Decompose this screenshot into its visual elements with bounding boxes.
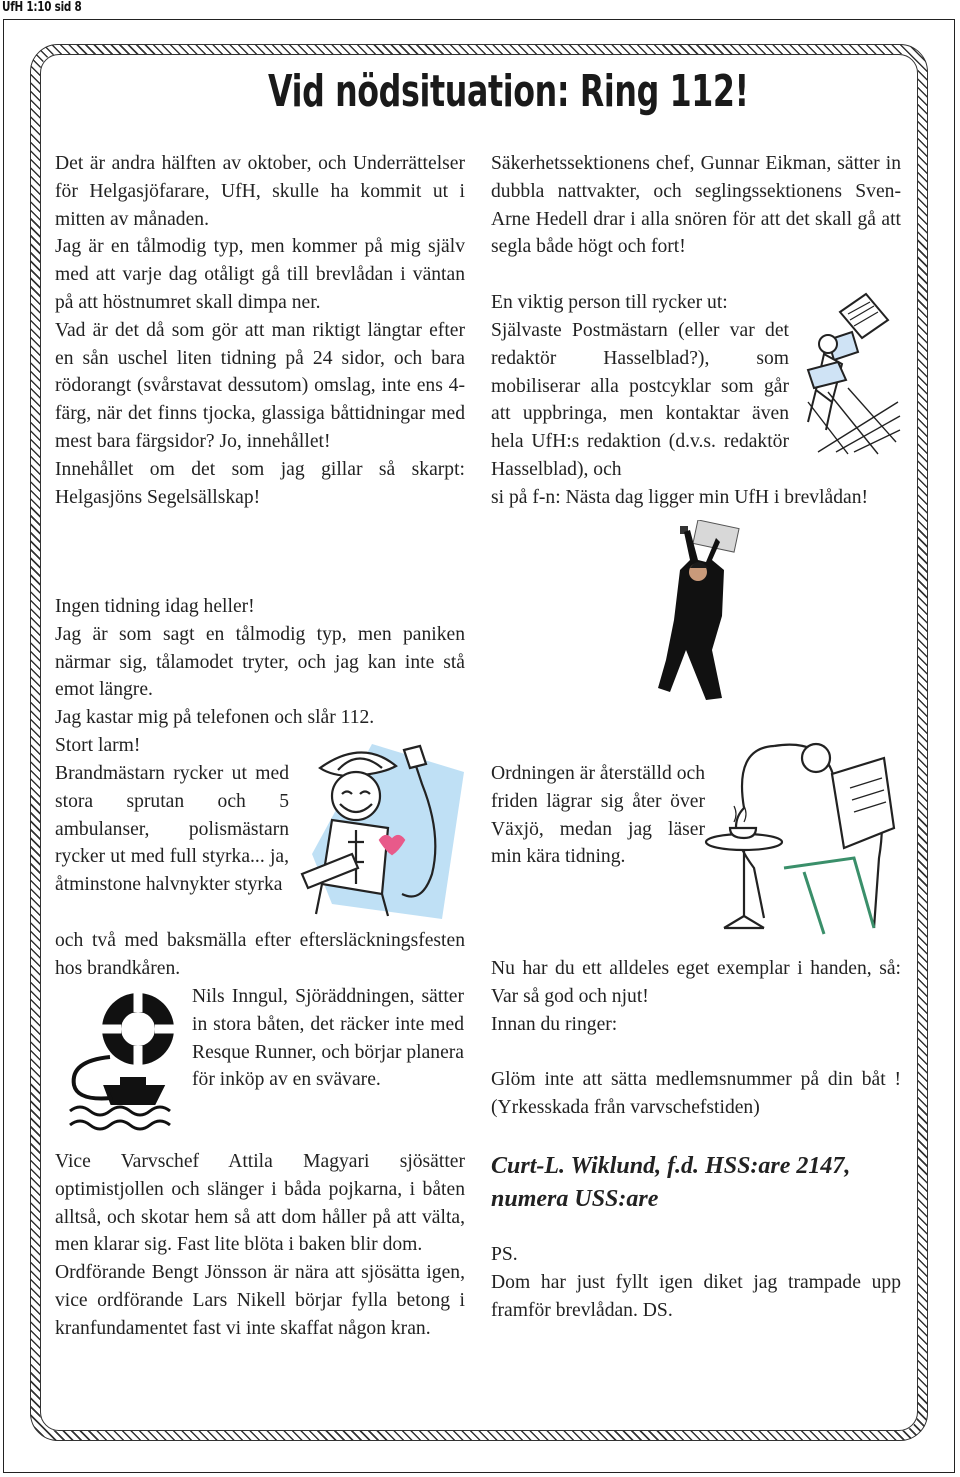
signature: Curt-L. Wiklund, f.d. HSS:are 2147, numera USS:are (491, 1153, 851, 1212)
firefighter-illustration (292, 744, 464, 919)
lifebuoy-illustration (50, 985, 190, 1135)
paragraph: Stort larm! (55, 734, 141, 756)
paragraph: PS. (491, 1244, 518, 1265)
yard-text (55, 1148, 465, 1343)
closing-text (491, 955, 901, 1038)
firechief-continued (55, 927, 465, 983)
rescue-text (192, 983, 464, 1094)
firechief-text (55, 760, 289, 899)
reading-newspaper-illustration (704, 738, 904, 938)
reminder-text (491, 1066, 901, 1122)
security-text (491, 150, 901, 261)
paragraph: Nils Inngul, Sjöräddningen, sätter in stora båten, det räcker inte med Resque Runner, och börjar planera för inköp av en svävare. (192, 986, 464, 1091)
paragraph: Jag är en tålmodig typ, men kommer på mig själv med att varje dag otåligt gå till brevlådan i väntan på att höstnumret skall dimpa ner. (55, 236, 465, 313)
paragraph: Självaste Postmästarn (eller var det redaktör Hasselblad?), som mobiliserar alla postcyklar som går att uppbringa, men kontaktar även hela UfH:s redaktion (d.v.s. redaktör Hasselblad), och (491, 320, 789, 480)
paragraph: Vad är det då som gör att man riktigt längtar efter en sån uschel liten tidning på 24 sidor, och bara rödorangt (svårstavat dessutom) omslag, inte ens 4-färg, när det finns tjocka, glassiga båttidningar med mest bara färgsidor? Jo, innehållet! (55, 319, 465, 452)
paragraph: Vice Varvschef Attila Magyari sjösätter optimistjollen och slänger i båda pojkarna, i båten alltså, och skotar hem så att dom håller på att välta, men klarar sig. Fast lite blöta i baken blir dom. (55, 1151, 465, 1256)
headline: Vid nödsituation: Ring 112! (268, 66, 749, 117)
paragraph: Ordförande Bengt Jönsson är nära att sjösätta igen, vice ordförande Lars Nikell börjar fylla betong i kranfundamentet fast vi inte skaffat någon kran. (55, 1262, 465, 1339)
page-label: UfH 1:10 sid 8 (2, 0, 82, 15)
paragraph: Det är andra hälften av oktober, och Underrättelser för Helgasjöfarare, UfH, skulle ha kommit ut i mitten av månaden. (55, 153, 465, 230)
paragraph: Innan du ringer: (491, 1013, 618, 1035)
paragraph: Jag kastar mig på telefonen och slår 112. (55, 707, 375, 729)
mailbox-text (491, 484, 901, 512)
alarm-text (55, 593, 465, 760)
paragraph: si på f-n: Nästa dag ligger min UfH i brevlådan! (491, 487, 869, 508)
paragraph: Dom har just fyllt igen diket jag trampade upp framför brevlådan. DS. (491, 1271, 901, 1321)
jumping-man-photo (650, 520, 750, 708)
paragraph: Glöm inte att sätta medlemsnummer på din båt ! (Yrkesskada från varvschefstiden) (491, 1069, 901, 1118)
paragraph: Jag är som sagt en tålmodig typ, men paniken närmar sig, tålamodet tryter, och jag kan inte stå emot längre. (55, 623, 465, 701)
paragraph: och två med baksmälla efter eftersläckningsfesten hos brandkåren. (55, 930, 465, 979)
paragraph: Brandmästarn rycker ut med stora sprutan och 5 ambulanser, polismästarn rycker ut med full styrka... ja, åtminstone halvnykter styrka (55, 763, 289, 896)
paragraph: En viktig person till rycker ut: (491, 292, 728, 313)
paragraph: Nu har du ett alldeles eget exemplar i handen, så: Var så god och njut! (491, 958, 901, 1007)
paragraph: Ordningen är återställd och friden lägrar sig åter över Växjö, medan jag läser min kära tidning. (491, 763, 705, 868)
postmaster-text (491, 317, 789, 484)
ps-text (491, 1241, 901, 1324)
postmaster-illustration (788, 292, 903, 457)
paragraph: Säkerhetssektionens chef, Gunnar Eikman, sätter in dubbla nattvakter, och seglingssektionens Sven-Arne Hedell drar i alla snören för att det skall gå att segla både högt och fort! (491, 153, 901, 258)
order-text (491, 760, 705, 871)
intro-text (55, 150, 465, 511)
paragraph: Innehållet om det som jag gillar så skarpt: Helgasjöns Segelsällskap! (55, 458, 465, 508)
paragraph: Ingen tidning idag heller! (55, 596, 255, 617)
